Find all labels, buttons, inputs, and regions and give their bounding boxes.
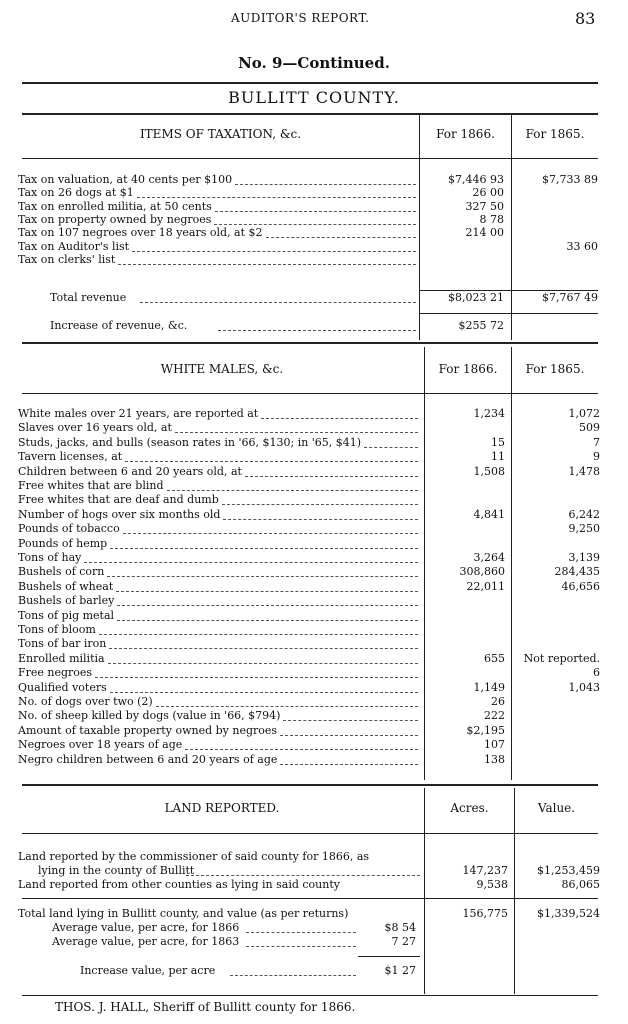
page-number: 83 (575, 9, 596, 28)
wm-col2-heading: For 1865. (525, 362, 585, 376)
row-label: Tons of bloom (18, 623, 96, 636)
row-label: Amount of taxable property owned by negroes (18, 723, 278, 737)
row-value-1866: 26 (491, 695, 505, 708)
row-value-1865: 6,242 (568, 507, 600, 521)
row-label: Tavern licenses, at (18, 450, 123, 464)
land-total-acres: 156,775 (462, 907, 508, 920)
row-value-1866: 222 (484, 709, 505, 723)
land-col1-heading: Acres. (450, 801, 489, 815)
row-label: Tax on valuation, at 40 cents per $100 (18, 173, 233, 186)
row-leader (364, 447, 418, 448)
row-label: Tax on enrolled militia, at 50 cents (18, 199, 212, 213)
row-label: Free negroes (18, 666, 93, 680)
row-value-1866: 138 (484, 752, 505, 766)
row-value-1865: 1,043 (568, 680, 600, 694)
land-col-divider-1 (424, 788, 425, 994)
row-value-1865: 3,139 (568, 551, 600, 564)
tax-col-divider-2 (511, 115, 512, 340)
continued-heading: No. 9—Continued. (238, 54, 390, 72)
tax-increase-leader (218, 330, 416, 331)
row-leader (185, 749, 418, 750)
row-value-1866: 327 50 (465, 199, 504, 213)
row-label: Studs, jacks, and bulls (season rates in '66, $130; in '65, $41) (18, 435, 362, 449)
increase-rule (358, 956, 420, 957)
tax-heading: ITEMS OF TAXATION, &c. (139, 127, 302, 141)
row-label: Bushels of corn (18, 565, 105, 579)
row-value-1866: 26 00 (472, 186, 504, 200)
row-value-1866: 11 (491, 450, 505, 464)
tax-col2-heading: For 1865. (525, 127, 585, 141)
row-value-1865: $7,733 89 (542, 173, 598, 186)
land-col2-heading: Value. (537, 801, 576, 815)
row-value-1866: 1,234 (473, 407, 505, 420)
row-leader (99, 634, 418, 635)
row-leader (125, 461, 418, 462)
row-value-1865: 9 (593, 450, 600, 464)
land-row1-line2: lying in the county of Bullitt (38, 864, 195, 877)
tax-total-1865: $7,767 49 (542, 291, 598, 304)
row-leader (156, 706, 418, 707)
tax-total-leader (140, 302, 416, 303)
row-label: Qualified voters (18, 680, 107, 694)
row-value-1866: 308,860 (459, 565, 505, 579)
row-leader (261, 418, 418, 419)
row-value-1865: 33 60 (566, 239, 598, 253)
row-label: Slaves over 16 years old, at (18, 421, 172, 435)
row-label: Pounds of hemp (18, 536, 108, 550)
row-leader (280, 764, 418, 765)
row-leader (222, 504, 418, 505)
row-value-1866: 4,841 (473, 507, 505, 521)
row-label: Negro children between 6 and 20 years of age (18, 752, 278, 766)
row-value-1866: 1,149 (473, 680, 505, 694)
row-label: Pounds of tobacco (18, 522, 120, 536)
row-label: Enrolled militia (18, 651, 105, 665)
page-header-title: AUDITOR'S REPORT. (231, 11, 370, 25)
row-label: Tons of hay (18, 551, 82, 564)
row-value-1865: 46,656 (561, 579, 600, 593)
row-leader (223, 519, 418, 520)
row-leader (84, 562, 418, 563)
land-total-rule (22, 898, 598, 899)
row-leader (109, 648, 418, 649)
row-leader (214, 224, 416, 225)
row-leader (117, 620, 418, 621)
row-leader (132, 251, 416, 252)
row-label: White males over 21 years, are reported at (18, 407, 259, 420)
row-leader (107, 576, 418, 577)
row-value-1866: 3,264 (473, 551, 505, 564)
row-value-1866: 214 00 (465, 226, 504, 240)
wm-col1-heading: For 1866. (438, 362, 498, 376)
row-label: Tax on clerks' list (18, 252, 116, 266)
row-label: No. of dogs over two (2) (18, 695, 153, 708)
row-leader (110, 692, 418, 693)
row-leader (95, 677, 418, 678)
row-value-1866: $7,446 93 (448, 173, 504, 186)
row-value-1866: 655 (484, 651, 505, 665)
tax-header-rule (22, 158, 598, 159)
avg-1863-leader (246, 946, 356, 947)
row-label: Tons of bar iron (18, 637, 107, 651)
row-value-1865: Not reported. (523, 651, 600, 665)
row-label: Tax on Auditor's list (18, 239, 130, 253)
row-value-1865: 9,250 (568, 522, 600, 536)
row-leader (175, 432, 418, 433)
row-label: Tax on property owned by negroes (18, 212, 212, 226)
row-value-1865: 7 (593, 435, 600, 449)
tax-total-label: Total revenue (50, 291, 127, 304)
top-rule (22, 82, 598, 84)
land-row1-leader (186, 875, 420, 876)
section-rule-2 (22, 784, 598, 786)
row-leader (118, 264, 416, 265)
row-value-1866: 22,011 (466, 579, 505, 593)
row-value-1865: 284,435 (554, 565, 600, 579)
row-label: Children between 6 and 20 years old, at (18, 464, 242, 478)
row-value-1865: 6 (593, 666, 600, 680)
increase-value: $1 27 (384, 964, 416, 977)
land-header-rule (22, 833, 598, 834)
row-value-1865: 509 (579, 421, 600, 435)
row-leader (245, 476, 418, 477)
land-total-label: Total land lying in Bullitt county, and value (as per returns) (18, 907, 349, 920)
tax-col1-heading: For 1866. (436, 127, 495, 141)
land-row1-acres: 147,237 (462, 864, 508, 877)
row-leader (283, 720, 418, 721)
county-title: BULLITT COUNTY. (228, 88, 400, 107)
row-value-1866: $2,195 (466, 723, 505, 737)
row-leader (235, 184, 416, 185)
land-row2-label: Land reported from other counties as lying in said county (18, 878, 340, 891)
row-leader (280, 735, 418, 736)
tax-increase-rule (420, 313, 598, 314)
land-row1-value: $1,253,459 (537, 864, 600, 877)
land-heading: LAND REPORTED. (164, 801, 280, 815)
row-leader (137, 197, 416, 198)
row-label: Bushels of wheat (18, 579, 114, 593)
row-leader (117, 605, 418, 606)
footer-signature: THOS. J. HALL, Sheriff of Bullitt county for 1866. (55, 1000, 356, 1014)
row-leader (123, 533, 418, 534)
row-value-1866: 15 (491, 435, 505, 449)
row-value-1865: 1,478 (568, 464, 600, 478)
row-value-1866: 107 (484, 738, 505, 752)
increase-leader (230, 975, 356, 976)
land-row2-value: 86,065 (561, 878, 600, 891)
row-label: No. of sheep killed by dogs (value in '66, $794) (18, 709, 281, 723)
bottom-rule (22, 995, 598, 996)
increase-label: Increase value, per acre (80, 964, 216, 977)
row-label: Free whites that are deaf and dumb (18, 493, 219, 507)
tax-total-1866: $8,023 21 (448, 291, 504, 304)
row-label: Bushels of barley (18, 594, 115, 608)
land-total-value: $1,339,524 (537, 907, 600, 920)
row-label: Number of hogs over six months old (18, 507, 221, 521)
row-label: Tax on 26 dogs at $1 (18, 186, 134, 200)
row-label: Negroes over 18 years of age (18, 738, 183, 752)
row-value-1866: 8 78 (479, 212, 504, 226)
tax-increase-label: Increase of revenue, &c. (50, 319, 188, 332)
avg-1866-leader (246, 932, 356, 933)
row-leader (108, 663, 418, 664)
avg-1863-value: 7 27 (391, 935, 416, 948)
row-leader (110, 548, 418, 549)
section-rule-1 (22, 342, 598, 344)
tax-increase-1866: $255 72 (458, 319, 504, 332)
row-leader (167, 490, 418, 491)
row-label: Free whites that are blind (18, 479, 164, 492)
land-row2-acres: 9,538 (476, 878, 508, 891)
row-value-1866: 1,508 (473, 464, 505, 478)
land-row1-line1: Land reported by the commissioner of said county for 1866, as (18, 850, 370, 863)
row-label: Tax on 107 negroes over 18 years old, at $2 (18, 226, 263, 240)
row-leader (266, 237, 416, 238)
avg-1866-value: $8 54 (384, 921, 416, 934)
avg-1863-label: Average value, per acre, for 1863 (52, 935, 240, 948)
land-col-divider-2 (514, 788, 515, 994)
avg-1866-label: Average value, per acre, for 1866 (52, 921, 240, 934)
row-leader (215, 211, 416, 212)
wm-header-rule (22, 393, 598, 394)
row-leader (116, 591, 418, 592)
wm-heading: WHITE MALES, &c. (160, 362, 284, 376)
row-label: Tons of pig metal (18, 608, 115, 622)
row-value-1865: 1,072 (568, 407, 600, 420)
